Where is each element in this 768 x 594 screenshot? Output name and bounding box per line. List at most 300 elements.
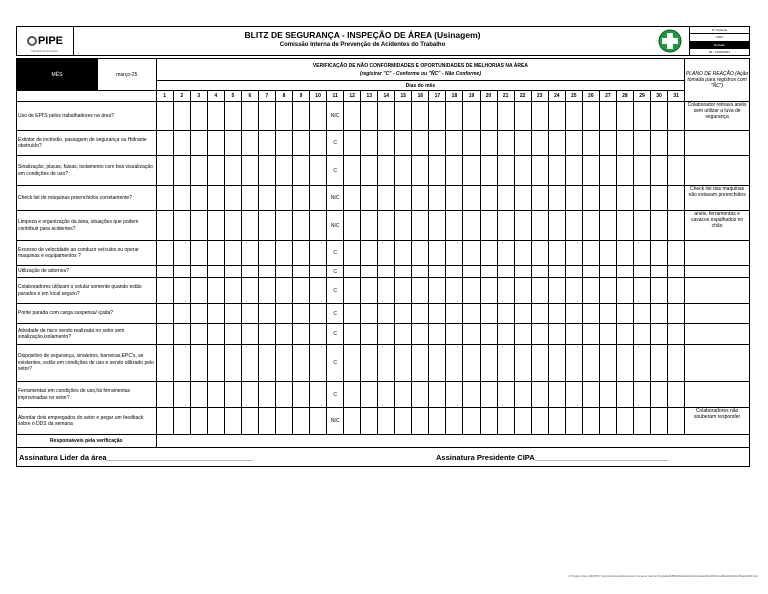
- day-cell[interactable]: [497, 324, 514, 345]
- day-cell[interactable]: [429, 241, 446, 266]
- day-cell[interactable]: [497, 241, 514, 266]
- day-cell[interactable]: [565, 241, 582, 266]
- day-cell[interactable]: [463, 382, 480, 408]
- day-cell[interactable]: [344, 266, 361, 278]
- day-cell[interactable]: [361, 186, 378, 211]
- day-cell[interactable]: [412, 102, 429, 131]
- day-cell[interactable]: [565, 345, 582, 382]
- day-cell[interactable]: [599, 156, 616, 186]
- day-cell[interactable]: [531, 131, 548, 156]
- day-cell[interactable]: [514, 408, 531, 435]
- day-cell[interactable]: [156, 324, 173, 345]
- day-cell[interactable]: [412, 241, 429, 266]
- day-cell[interactable]: [344, 304, 361, 324]
- day-cell[interactable]: [275, 324, 292, 345]
- day-cell[interactable]: [207, 266, 224, 278]
- day-cell[interactable]: [173, 156, 190, 186]
- day-cell[interactable]: C: [327, 324, 344, 345]
- day-cell[interactable]: [633, 186, 650, 211]
- day-cell[interactable]: [310, 324, 327, 345]
- day-cell[interactable]: [463, 278, 480, 304]
- day-cell[interactable]: [207, 241, 224, 266]
- day-cell[interactable]: [395, 324, 412, 345]
- day-cell[interactable]: [293, 102, 310, 131]
- day-cell[interactable]: [565, 186, 582, 211]
- day-cell[interactable]: [378, 324, 395, 345]
- day-cell[interactable]: [395, 211, 412, 241]
- day-cell[interactable]: [429, 211, 446, 241]
- day-cell[interactable]: [633, 304, 650, 324]
- day-cell[interactable]: [378, 241, 395, 266]
- day-cell[interactable]: [275, 211, 292, 241]
- day-cell[interactable]: [531, 241, 548, 266]
- day-cell[interactable]: [531, 211, 548, 241]
- action-plan-cell[interactable]: [685, 382, 750, 408]
- day-cell[interactable]: [258, 304, 275, 324]
- day-cell[interactable]: C: [327, 345, 344, 382]
- day-cell[interactable]: [514, 131, 531, 156]
- day-cell[interactable]: [599, 382, 616, 408]
- day-cell[interactable]: [446, 345, 463, 382]
- day-cell[interactable]: [599, 324, 616, 345]
- day-cell[interactable]: [514, 266, 531, 278]
- day-cell[interactable]: [616, 211, 633, 241]
- day-cell[interactable]: [344, 278, 361, 304]
- day-cell[interactable]: [361, 102, 378, 131]
- day-cell[interactable]: [378, 266, 395, 278]
- day-cell[interactable]: [275, 131, 292, 156]
- day-cell[interactable]: [156, 304, 173, 324]
- day-cell[interactable]: [412, 131, 429, 156]
- day-cell[interactable]: [190, 382, 207, 408]
- day-cell[interactable]: [668, 278, 685, 304]
- day-cell[interactable]: [480, 211, 497, 241]
- day-cell[interactable]: [446, 304, 463, 324]
- day-cell[interactable]: [633, 102, 650, 131]
- day-cell[interactable]: [582, 382, 599, 408]
- day-cell[interactable]: [599, 241, 616, 266]
- day-cell[interactable]: [378, 156, 395, 186]
- action-plan-cell[interactable]: [685, 304, 750, 324]
- day-cell[interactable]: [514, 324, 531, 345]
- day-cell[interactable]: [565, 324, 582, 345]
- day-cell[interactable]: [310, 266, 327, 278]
- day-cell[interactable]: [582, 156, 599, 186]
- day-cell[interactable]: [378, 304, 395, 324]
- day-cell[interactable]: [344, 156, 361, 186]
- day-cell[interactable]: [599, 266, 616, 278]
- day-cell[interactable]: [173, 241, 190, 266]
- day-cell[interactable]: [582, 186, 599, 211]
- day-cell[interactable]: [548, 278, 565, 304]
- day-cell[interactable]: C: [327, 382, 344, 408]
- day-cell[interactable]: [190, 345, 207, 382]
- day-cell[interactable]: [361, 382, 378, 408]
- day-cell[interactable]: [480, 382, 497, 408]
- day-cell[interactable]: [241, 324, 258, 345]
- day-cell[interactable]: [548, 241, 565, 266]
- day-cell[interactable]: [616, 304, 633, 324]
- day-cell[interactable]: [224, 241, 241, 266]
- day-cell[interactable]: [190, 278, 207, 304]
- day-cell[interactable]: [156, 156, 173, 186]
- day-cell[interactable]: [156, 186, 173, 211]
- day-cell[interactable]: [480, 186, 497, 211]
- day-cell[interactable]: [293, 211, 310, 241]
- day-cell[interactable]: [190, 211, 207, 241]
- day-cell[interactable]: [241, 102, 258, 131]
- day-cell[interactable]: [190, 156, 207, 186]
- day-cell[interactable]: [207, 304, 224, 324]
- day-cell[interactable]: [344, 241, 361, 266]
- day-cell[interactable]: [463, 186, 480, 211]
- day-cell[interactable]: [258, 382, 275, 408]
- day-cell[interactable]: [651, 131, 668, 156]
- day-cell[interactable]: [378, 211, 395, 241]
- day-cell[interactable]: [651, 186, 668, 211]
- day-cell[interactable]: [446, 278, 463, 304]
- day-cell[interactable]: [616, 186, 633, 211]
- day-cell[interactable]: [565, 211, 582, 241]
- day-cell[interactable]: [668, 131, 685, 156]
- day-cell[interactable]: [258, 324, 275, 345]
- day-cell[interactable]: [548, 408, 565, 435]
- day-cell[interactable]: [565, 304, 582, 324]
- day-cell[interactable]: [480, 345, 497, 382]
- day-cell[interactable]: [633, 278, 650, 304]
- day-cell[interactable]: [378, 131, 395, 156]
- day-cell[interactable]: [565, 382, 582, 408]
- day-cell[interactable]: [224, 102, 241, 131]
- day-cell[interactable]: [668, 304, 685, 324]
- day-cell[interactable]: [378, 382, 395, 408]
- day-cell[interactable]: [190, 324, 207, 345]
- day-cell[interactable]: [241, 241, 258, 266]
- day-cell[interactable]: [651, 304, 668, 324]
- action-plan-cell[interactable]: [685, 156, 750, 186]
- day-cell[interactable]: [599, 186, 616, 211]
- day-cell[interactable]: [207, 408, 224, 435]
- day-cell[interactable]: [224, 156, 241, 186]
- day-cell[interactable]: [599, 408, 616, 435]
- day-cell[interactable]: [565, 102, 582, 131]
- day-cell[interactable]: [293, 408, 310, 435]
- day-cell[interactable]: [480, 131, 497, 156]
- day-cell[interactable]: [514, 211, 531, 241]
- day-cell[interactable]: [173, 211, 190, 241]
- day-cell[interactable]: NIC: [327, 211, 344, 241]
- day-cell[interactable]: [395, 304, 412, 324]
- day-cell[interactable]: [275, 186, 292, 211]
- day-cell[interactable]: [616, 102, 633, 131]
- day-cell[interactable]: [395, 345, 412, 382]
- day-cell[interactable]: [633, 324, 650, 345]
- day-cell[interactable]: [224, 211, 241, 241]
- day-cell[interactable]: [412, 345, 429, 382]
- day-cell[interactable]: [344, 345, 361, 382]
- day-cell[interactable]: [497, 266, 514, 278]
- day-cell[interactable]: [548, 211, 565, 241]
- day-cell[interactable]: [395, 266, 412, 278]
- day-cell[interactable]: [412, 211, 429, 241]
- day-cell[interactable]: [258, 266, 275, 278]
- day-cell[interactable]: [412, 278, 429, 304]
- day-cell[interactable]: [412, 266, 429, 278]
- day-cell[interactable]: [463, 266, 480, 278]
- day-cell[interactable]: [156, 241, 173, 266]
- day-cell[interactable]: [480, 241, 497, 266]
- day-cell[interactable]: NIC: [327, 408, 344, 435]
- day-cell[interactable]: [190, 186, 207, 211]
- day-cell[interactable]: [616, 241, 633, 266]
- day-cell[interactable]: [258, 131, 275, 156]
- day-cell[interactable]: [361, 304, 378, 324]
- day-cell[interactable]: [293, 278, 310, 304]
- day-cell[interactable]: [616, 131, 633, 156]
- day-cell[interactable]: [275, 278, 292, 304]
- day-cell[interactable]: [378, 408, 395, 435]
- day-cell[interactable]: [531, 266, 548, 278]
- action-plan-cell[interactable]: Colaboradores não souberam responder: [685, 408, 750, 435]
- day-cell[interactable]: [633, 241, 650, 266]
- day-cell[interactable]: [293, 156, 310, 186]
- day-cell[interactable]: [668, 266, 685, 278]
- day-cell[interactable]: [548, 131, 565, 156]
- day-cell[interactable]: [446, 211, 463, 241]
- day-cell[interactable]: [412, 304, 429, 324]
- day-cell[interactable]: [412, 186, 429, 211]
- day-cell[interactable]: [293, 324, 310, 345]
- day-cell[interactable]: [310, 278, 327, 304]
- day-cell[interactable]: [310, 102, 327, 131]
- day-cell[interactable]: [616, 324, 633, 345]
- day-cell[interactable]: [173, 324, 190, 345]
- day-cell[interactable]: [190, 304, 207, 324]
- day-cell[interactable]: NIC: [327, 186, 344, 211]
- day-cell[interactable]: [395, 241, 412, 266]
- day-cell[interactable]: C: [327, 278, 344, 304]
- day-cell[interactable]: [497, 345, 514, 382]
- day-cell[interactable]: [668, 324, 685, 345]
- day-cell[interactable]: [293, 131, 310, 156]
- day-cell[interactable]: [429, 345, 446, 382]
- day-cell[interactable]: [429, 266, 446, 278]
- day-cell[interactable]: [463, 102, 480, 131]
- day-cell[interactable]: [651, 382, 668, 408]
- day-cell[interactable]: [497, 186, 514, 211]
- day-cell[interactable]: [446, 382, 463, 408]
- day-cell[interactable]: [275, 241, 292, 266]
- day-cell[interactable]: [310, 131, 327, 156]
- day-cell[interactable]: [531, 186, 548, 211]
- day-cell[interactable]: [344, 382, 361, 408]
- day-cell[interactable]: [651, 345, 668, 382]
- day-cell[interactable]: [599, 278, 616, 304]
- day-cell[interactable]: [241, 304, 258, 324]
- day-cell[interactable]: [668, 102, 685, 131]
- action-plan-cell[interactable]: [685, 345, 750, 382]
- day-cell[interactable]: [173, 102, 190, 131]
- day-cell[interactable]: [344, 131, 361, 156]
- day-cell[interactable]: [531, 408, 548, 435]
- day-cell[interactable]: [190, 241, 207, 266]
- day-cell[interactable]: [616, 382, 633, 408]
- day-cell[interactable]: C: [327, 241, 344, 266]
- day-cell[interactable]: [310, 156, 327, 186]
- day-cell[interactable]: [275, 382, 292, 408]
- day-cell[interactable]: [156, 382, 173, 408]
- day-cell[interactable]: [548, 324, 565, 345]
- day-cell[interactable]: [463, 304, 480, 324]
- day-cell[interactable]: [565, 278, 582, 304]
- day-cell[interactable]: [599, 304, 616, 324]
- day-cell[interactable]: [361, 408, 378, 435]
- day-cell[interactable]: [241, 156, 258, 186]
- day-cell[interactable]: [293, 266, 310, 278]
- day-cell[interactable]: [565, 131, 582, 156]
- day-cell[interactable]: [446, 186, 463, 211]
- day-cell[interactable]: [258, 102, 275, 131]
- day-cell[interactable]: [548, 345, 565, 382]
- day-cell[interactable]: [258, 156, 275, 186]
- day-cell[interactable]: [275, 304, 292, 324]
- day-cell[interactable]: [651, 324, 668, 345]
- day-cell[interactable]: [668, 382, 685, 408]
- day-cell[interactable]: [429, 186, 446, 211]
- day-cell[interactable]: [258, 408, 275, 435]
- day-cell[interactable]: [173, 131, 190, 156]
- day-cell[interactable]: [480, 408, 497, 435]
- action-plan-cell[interactable]: Colaborador retirava anéis sem utilizar a luva de segurança: [685, 102, 750, 131]
- day-cell[interactable]: [446, 241, 463, 266]
- day-cell[interactable]: [651, 408, 668, 435]
- day-cell[interactable]: [497, 102, 514, 131]
- day-cell[interactable]: [429, 156, 446, 186]
- day-cell[interactable]: [480, 266, 497, 278]
- day-cell[interactable]: [497, 304, 514, 324]
- day-cell[interactable]: [361, 131, 378, 156]
- day-cell[interactable]: C: [327, 266, 344, 278]
- day-cell[interactable]: [378, 278, 395, 304]
- day-cell[interactable]: [582, 304, 599, 324]
- day-cell[interactable]: [531, 382, 548, 408]
- day-cell[interactable]: [531, 345, 548, 382]
- day-cell[interactable]: [395, 382, 412, 408]
- day-cell[interactable]: [480, 324, 497, 345]
- day-cell[interactable]: [293, 241, 310, 266]
- day-cell[interactable]: [651, 241, 668, 266]
- day-cell[interactable]: [616, 408, 633, 435]
- day-cell[interactable]: [224, 408, 241, 435]
- day-cell[interactable]: [463, 241, 480, 266]
- day-cell[interactable]: [668, 241, 685, 266]
- day-cell[interactable]: [156, 408, 173, 435]
- day-cell[interactable]: [173, 345, 190, 382]
- day-cell[interactable]: [480, 156, 497, 186]
- day-cell[interactable]: [207, 382, 224, 408]
- action-plan-cell[interactable]: [685, 324, 750, 345]
- day-cell[interactable]: C: [327, 304, 344, 324]
- day-cell[interactable]: [173, 408, 190, 435]
- day-cell[interactable]: [241, 266, 258, 278]
- day-cell[interactable]: [633, 408, 650, 435]
- day-cell[interactable]: [429, 278, 446, 304]
- day-cell[interactable]: [668, 408, 685, 435]
- day-cell[interactable]: [531, 156, 548, 186]
- day-cell[interactable]: [480, 304, 497, 324]
- day-cell[interactable]: [293, 304, 310, 324]
- day-cell[interactable]: [310, 186, 327, 211]
- day-cell[interactable]: [258, 241, 275, 266]
- day-cell[interactable]: [310, 304, 327, 324]
- day-cell[interactable]: [463, 324, 480, 345]
- day-cell[interactable]: [463, 345, 480, 382]
- day-cell[interactable]: [310, 408, 327, 435]
- day-cell[interactable]: [395, 278, 412, 304]
- day-cell[interactable]: [497, 408, 514, 435]
- day-cell[interactable]: [651, 266, 668, 278]
- day-cell[interactable]: [668, 186, 685, 211]
- day-cell[interactable]: [565, 408, 582, 435]
- day-cell[interactable]: [582, 131, 599, 156]
- day-cell[interactable]: [616, 266, 633, 278]
- day-cell[interactable]: [651, 278, 668, 304]
- day-cell[interactable]: [310, 345, 327, 382]
- day-cell[interactable]: [395, 102, 412, 131]
- day-cell[interactable]: [548, 186, 565, 211]
- day-cell[interactable]: [378, 102, 395, 131]
- day-cell[interactable]: [361, 241, 378, 266]
- day-cell[interactable]: [616, 156, 633, 186]
- day-cell[interactable]: [344, 211, 361, 241]
- day-cell[interactable]: [582, 278, 599, 304]
- day-cell[interactable]: [224, 186, 241, 211]
- day-cell[interactable]: [599, 131, 616, 156]
- day-cell[interactable]: [207, 324, 224, 345]
- day-cell[interactable]: [651, 211, 668, 241]
- day-cell[interactable]: [429, 304, 446, 324]
- day-cell[interactable]: C: [327, 131, 344, 156]
- day-cell[interactable]: [497, 278, 514, 304]
- day-cell[interactable]: [548, 156, 565, 186]
- day-cell[interactable]: [651, 156, 668, 186]
- day-cell[interactable]: [633, 345, 650, 382]
- day-cell[interactable]: [463, 408, 480, 435]
- day-cell[interactable]: [310, 382, 327, 408]
- day-cell[interactable]: [582, 324, 599, 345]
- day-cell[interactable]: [651, 102, 668, 131]
- day-cell[interactable]: [156, 102, 173, 131]
- day-cell[interactable]: [582, 102, 599, 131]
- day-cell[interactable]: [548, 382, 565, 408]
- day-cell[interactable]: [412, 156, 429, 186]
- day-cell[interactable]: [241, 186, 258, 211]
- day-cell[interactable]: [480, 102, 497, 131]
- day-cell[interactable]: [531, 102, 548, 131]
- day-cell[interactable]: [531, 304, 548, 324]
- day-cell[interactable]: [548, 304, 565, 324]
- day-cell[interactable]: [514, 345, 531, 382]
- day-cell[interactable]: [241, 278, 258, 304]
- day-cell[interactable]: [616, 278, 633, 304]
- day-cell[interactable]: [633, 211, 650, 241]
- day-cell[interactable]: [224, 266, 241, 278]
- action-plan-cell[interactable]: anéis, ferramentas e cavacos espalhados no chão: [685, 211, 750, 241]
- action-plan-cell[interactable]: [685, 278, 750, 304]
- day-cell[interactable]: [241, 408, 258, 435]
- day-cell[interactable]: [633, 156, 650, 186]
- day-cell[interactable]: [224, 278, 241, 304]
